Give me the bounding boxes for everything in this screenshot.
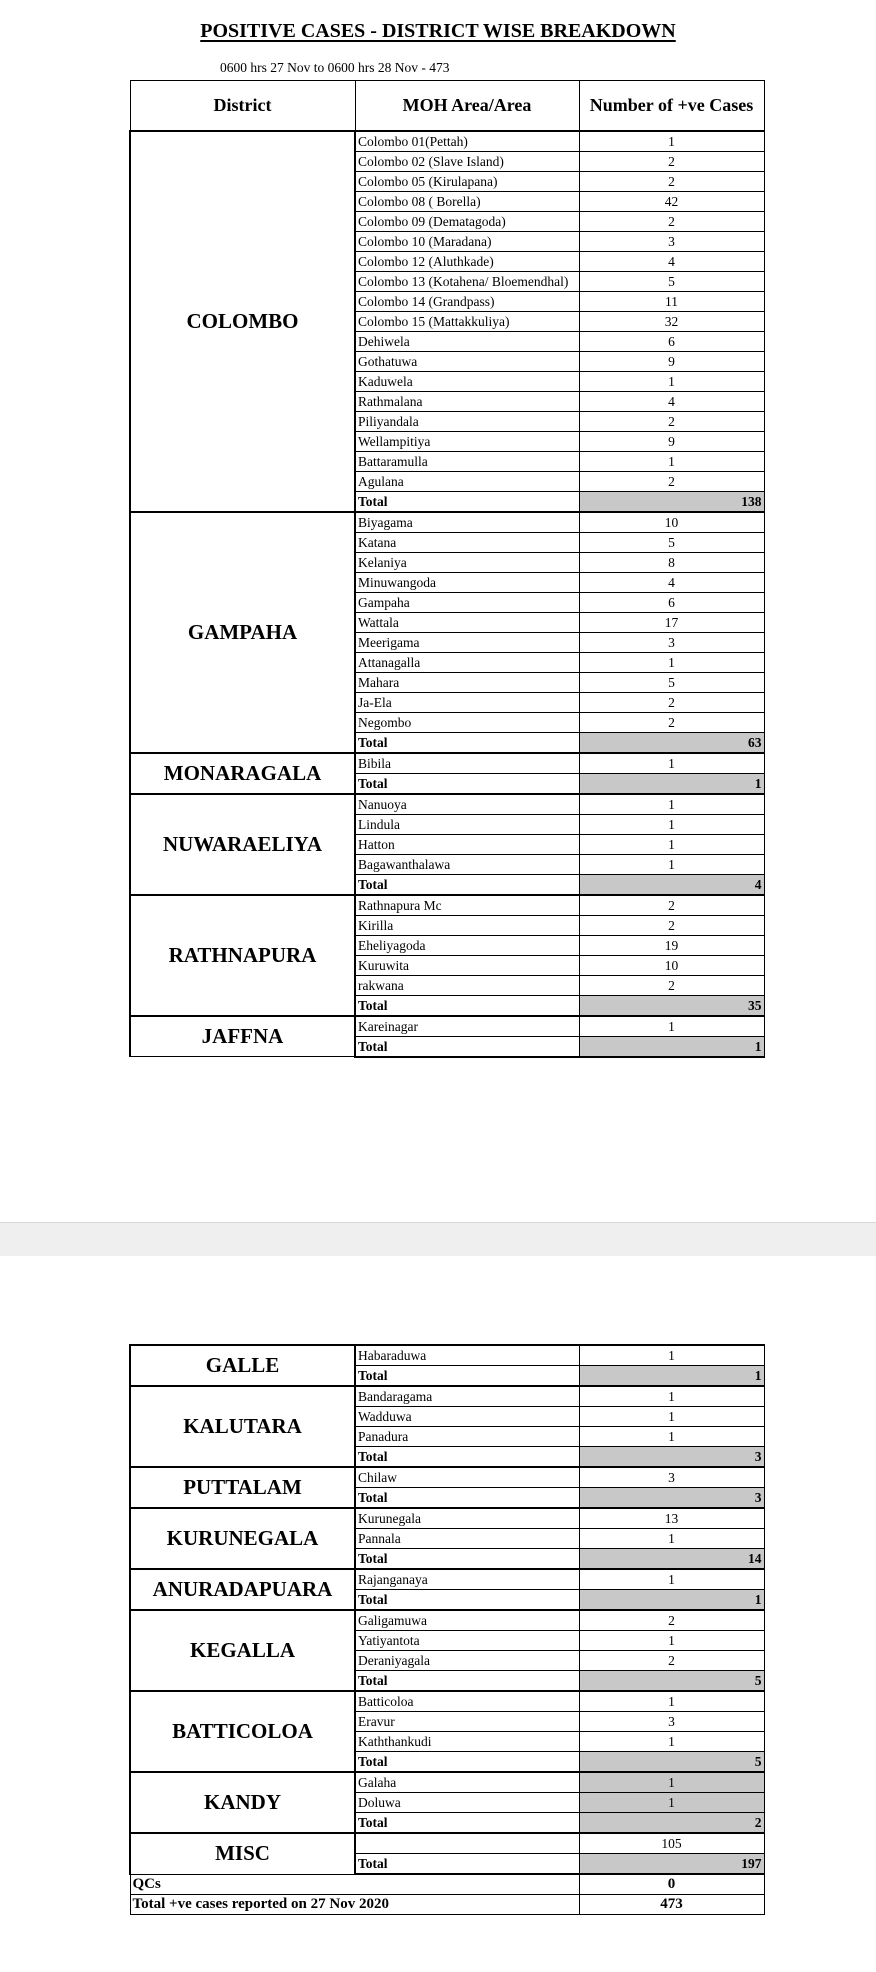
table-row: [130, 1467, 764, 1488]
case-count-cell: 2: [579, 975, 764, 995]
area-name-cell: Galaha: [355, 1772, 579, 1793]
case-count-cell: 11: [579, 291, 764, 311]
case-count-cell: 1: [579, 1386, 764, 1407]
total-count-cell-colombo: 138: [579, 491, 764, 512]
total-label-cell: Total: [355, 874, 579, 895]
district-cell-kegalla: KEGALLA: [130, 1610, 355, 1691]
district-cell-galle: GALLE: [130, 1345, 355, 1386]
area-name-cell: Katana: [355, 532, 579, 552]
district-cell-jaffna: JAFFNA: [130, 1016, 355, 1057]
area-name-cell: Kurunegala: [355, 1508, 579, 1529]
cases-table-page-2: [129, 1344, 765, 1915]
case-count-cell: 1: [579, 834, 764, 854]
district-cell-colombo: COLOMBO: [130, 131, 355, 512]
case-count-cell: 1: [579, 1793, 764, 1813]
area-name-cell: Colombo 15 (Mattakkuliya): [355, 311, 579, 331]
area-name-cell: Kuruwita: [355, 955, 579, 975]
area-name-cell: Pannala: [355, 1529, 579, 1549]
case-count-cell: 1: [579, 1691, 764, 1712]
case-count-cell: 2: [579, 211, 764, 231]
total-label-cell: Total: [355, 491, 579, 512]
area-name-cell: Hatton: [355, 834, 579, 854]
area-column-header: MOH Area/Area: [355, 81, 579, 131]
case-count-cell: 13: [579, 1508, 764, 1529]
area-name-cell: Battaramulla: [355, 451, 579, 471]
table-row: [130, 1610, 764, 1631]
table-row: [130, 895, 764, 916]
cases-table-page-1: [129, 80, 765, 1058]
case-count-cell: 4: [579, 572, 764, 592]
area-name-cell: Rathnapura Mc: [355, 895, 579, 916]
case-count-cell: 6: [579, 331, 764, 351]
area-name-cell: Kareinagar: [355, 1016, 579, 1037]
area-name-cell: Negombo: [355, 712, 579, 732]
case-count-cell: 9: [579, 351, 764, 371]
area-name-cell: Wattala: [355, 612, 579, 632]
page-separator: [0, 1222, 876, 1257]
case-count-cell: 1: [579, 753, 764, 774]
area-name-cell: Colombo 08 ( Borella): [355, 191, 579, 211]
district-cell-rathnapura: RATHNAPURA: [130, 895, 355, 1016]
area-name-cell: Colombo 02 (Slave Island): [355, 151, 579, 171]
total-label-cell: Total: [355, 1366, 579, 1387]
case-count-cell: 1: [579, 652, 764, 672]
footer-value-cell: 473: [579, 1895, 764, 1915]
table-row: [130, 512, 764, 533]
total-count-cell-kandy: 2: [579, 1813, 764, 1834]
case-count-cell: 6: [579, 592, 764, 612]
case-count-cell: 5: [579, 271, 764, 291]
total-label-cell: Total: [355, 1447, 579, 1468]
table-row: [130, 1386, 764, 1407]
case-count-cell: 1: [579, 1569, 764, 1590]
case-count-cell: 2: [579, 1610, 764, 1631]
case-count-cell: 1: [579, 1631, 764, 1651]
case-count-cell: 3: [579, 632, 764, 652]
case-count-cell: 3: [579, 1712, 764, 1732]
total-count-cell-kalutara: 3: [579, 1447, 764, 1468]
case-count-cell: 1: [579, 1529, 764, 1549]
table-row: [130, 1016, 764, 1037]
total-label-cell: Total: [355, 995, 579, 1016]
table-row: [130, 1772, 764, 1793]
cases-column-header: Number of +ve Cases: [579, 81, 764, 131]
case-count-cell: 2: [579, 692, 764, 712]
area-name-cell: Mahara: [355, 672, 579, 692]
area-name-cell: Colombo 09 (Dematagoda): [355, 211, 579, 231]
area-name-cell: Chilaw: [355, 1467, 579, 1488]
report-period: 0600 hrs 27 Nov to 0600 hrs 28 Nov - 473: [220, 60, 450, 75]
area-name-cell: Habaraduwa: [355, 1345, 579, 1366]
footer-label-cell: Total +ve cases reported on 27 Nov 2020: [130, 1895, 579, 1915]
area-name-cell: Wadduwa: [355, 1407, 579, 1427]
total-label-cell: Total: [355, 1488, 579, 1509]
table-row: [130, 131, 764, 152]
area-name-cell: Kaduwela: [355, 371, 579, 391]
case-count-cell: 1: [579, 1407, 764, 1427]
total-count-cell-batticoloa: 5: [579, 1752, 764, 1773]
area-name-cell: [355, 1833, 579, 1854]
case-count-cell: 1: [579, 854, 764, 874]
total-count-cell-galle: 1: [579, 1366, 764, 1387]
area-name-cell: Colombo 05 (Kirulapana): [355, 171, 579, 191]
district-cell-misc: MISC: [130, 1833, 355, 1874]
area-name-cell: Ja-Ela: [355, 692, 579, 712]
case-count-cell: 10: [579, 955, 764, 975]
district-cell-anuradapuara: ANURADAPUARA: [130, 1569, 355, 1610]
total-count-cell-nuwaraeliya: 4: [579, 874, 764, 895]
table-row: [130, 1345, 764, 1366]
area-name-cell: Piliyandala: [355, 411, 579, 431]
area-name-cell: Colombo 13 (Kotahena/ Bloemendhal): [355, 271, 579, 291]
district-cell-kandy: KANDY: [130, 1772, 355, 1833]
table-row: [130, 1569, 764, 1590]
total-label-cell: Total: [355, 1813, 579, 1834]
case-count-cell: 32: [579, 311, 764, 331]
table-row: [130, 794, 764, 815]
area-name-cell: Dehiwela: [355, 331, 579, 351]
total-count-cell-kurunegala: 14: [579, 1549, 764, 1570]
total-count-cell-monaragala: 1: [579, 773, 764, 794]
total-label-cell: Total: [355, 1752, 579, 1773]
case-count-cell: 4: [579, 391, 764, 411]
case-count-cell: 3: [579, 231, 764, 251]
case-count-cell: 2: [579, 915, 764, 935]
area-name-cell: Galigamuwa: [355, 1610, 579, 1631]
case-count-cell: 9: [579, 431, 764, 451]
total-count-cell-jaffna: 1: [579, 1036, 764, 1057]
case-count-cell: 1: [579, 814, 764, 834]
case-count-cell: 2: [579, 1651, 764, 1671]
case-count-cell: 17: [579, 612, 764, 632]
area-name-cell: Agulana: [355, 471, 579, 491]
area-name-cell: Rajanganaya: [355, 1569, 579, 1590]
area-name-cell: Wellampitiya: [355, 431, 579, 451]
case-count-cell: 2: [579, 712, 764, 732]
case-count-cell: 105: [579, 1833, 764, 1854]
table-row: [130, 753, 764, 774]
total-label-cell: Total: [355, 1590, 579, 1611]
area-name-cell: Colombo 12 (Aluthkade): [355, 251, 579, 271]
area-name-cell: Attanagalla: [355, 652, 579, 672]
area-name-cell: Rathmalana: [355, 391, 579, 411]
area-name-cell: Bibila: [355, 753, 579, 774]
area-name-cell: Minuwangoda: [355, 572, 579, 592]
footer-label-cell: QCs: [130, 1874, 579, 1895]
case-count-cell: 5: [579, 532, 764, 552]
case-count-cell: 1: [579, 451, 764, 471]
area-name-cell: Deraniyagala: [355, 1651, 579, 1671]
district-cell-monaragala: MONARAGALA: [130, 753, 355, 794]
area-name-cell: Bagawanthalawa: [355, 854, 579, 874]
case-count-cell: 19: [579, 935, 764, 955]
district-cell-nuwaraeliya: NUWARAELIYA: [130, 794, 355, 895]
total-count-cell-rathnapura: 35: [579, 995, 764, 1016]
case-count-cell: 1: [579, 371, 764, 391]
district-cell-kalutara: KALUTARA: [130, 1386, 355, 1467]
district-cell-puttalam: PUTTALAM: [130, 1467, 355, 1508]
total-count-cell-misc: 197: [579, 1854, 764, 1875]
case-count-cell: 1: [579, 1772, 764, 1793]
case-count-cell: 2: [579, 411, 764, 431]
case-count-cell: 2: [579, 895, 764, 916]
area-name-cell: Eravur: [355, 1712, 579, 1732]
total-label-cell: Total: [355, 1036, 579, 1057]
area-name-cell: Gothatuwa: [355, 351, 579, 371]
area-name-cell: Colombo 14 (Grandpass): [355, 291, 579, 311]
district-cell-kurunegala: KURUNEGALA: [130, 1508, 355, 1569]
case-count-cell: 1: [579, 1732, 764, 1752]
footer-row: [130, 1895, 764, 1915]
case-count-cell: 2: [579, 471, 764, 491]
case-count-cell: 4: [579, 251, 764, 271]
area-name-cell: Panadura: [355, 1427, 579, 1447]
case-count-cell: 1: [579, 1016, 764, 1037]
area-name-cell: Eheliyagoda: [355, 935, 579, 955]
case-count-cell: 42: [579, 191, 764, 211]
area-name-cell: rakwana: [355, 975, 579, 995]
case-count-cell: 5: [579, 672, 764, 692]
area-name-cell: Meerigama: [355, 632, 579, 652]
district-cell-batticoloa: BATTICOLOA: [130, 1691, 355, 1772]
total-count-cell-kegalla: 5: [579, 1671, 764, 1692]
area-name-cell: Kirilla: [355, 915, 579, 935]
case-count-cell: 2: [579, 151, 764, 171]
total-label-cell: Total: [355, 1671, 579, 1692]
document-title: POSITIVE CASES - DISTRICT WISE BREAKDOWN: [200, 20, 676, 42]
area-name-cell: Doluwa: [355, 1793, 579, 1813]
area-name-cell: Yatiyantota: [355, 1631, 579, 1651]
area-name-cell: Batticoloa: [355, 1691, 579, 1712]
total-count-cell-anuradapuara: 1: [579, 1590, 764, 1611]
case-count-cell: 2: [579, 171, 764, 191]
case-count-cell: 3: [579, 1467, 764, 1488]
case-count-cell: 10: [579, 512, 764, 533]
area-name-cell: Colombo 10 (Maradana): [355, 231, 579, 251]
table-row: [130, 1508, 764, 1529]
case-count-cell: 1: [579, 131, 764, 152]
total-count-cell-puttalam: 3: [579, 1488, 764, 1509]
area-name-cell: Colombo 01(Pettah): [355, 131, 579, 152]
footer-value-cell: 0: [579, 1874, 764, 1895]
total-label-cell: Total: [355, 1854, 579, 1875]
district-cell-gampaha: GAMPAHA: [130, 512, 355, 753]
table-row: [130, 1691, 764, 1712]
area-name-cell: Lindula: [355, 814, 579, 834]
total-label-cell: Total: [355, 773, 579, 794]
total-label-cell: Total: [355, 1549, 579, 1570]
footer-row: [130, 1874, 764, 1895]
area-name-cell: Gampaha: [355, 592, 579, 612]
area-name-cell: Kelaniya: [355, 552, 579, 572]
area-name-cell: Nanuoya: [355, 794, 579, 815]
case-count-cell: 1: [579, 794, 764, 815]
total-count-cell-gampaha: 63: [579, 732, 764, 753]
area-name-cell: Bandaragama: [355, 1386, 579, 1407]
area-name-cell: Kaththankudi: [355, 1732, 579, 1752]
table-row: [130, 1833, 764, 1854]
case-count-cell: 1: [579, 1345, 764, 1366]
district-column-header: District: [130, 81, 355, 131]
total-label-cell: Total: [355, 732, 579, 753]
case-count-cell: 1: [579, 1427, 764, 1447]
area-name-cell: Biyagama: [355, 512, 579, 533]
case-count-cell: 8: [579, 552, 764, 572]
